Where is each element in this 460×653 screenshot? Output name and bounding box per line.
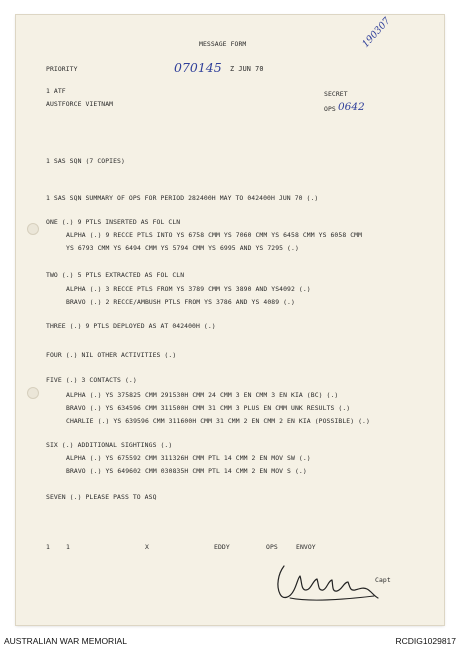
distribution-col-3: X — [145, 543, 149, 551]
distribution-col-5: OPS — [266, 543, 278, 551]
para-five-charlie: CHARLIE (.) YS 639596 CMM 311600H CMM 31 CMM 2 EN CMM 2 EN KIA (POSSIBLE) (.) — [66, 417, 370, 425]
from-line-1: 1 ATF — [46, 87, 66, 95]
para-two-heading: TWO (.) 5 PTLS EXTRACTED AS FOL CLN — [46, 271, 185, 279]
punch-hole-top — [27, 223, 39, 235]
punch-hole-bottom — [27, 387, 39, 399]
priority-label: PRIORITY — [46, 65, 78, 73]
ops-number: 0642 — [338, 101, 365, 113]
para-one-alpha-1: ALPHA (.) 9 RECCE PTLS INTO YS 6758 CMM YS 7060 CMM YS 6458 CMM YS 6058 CMM — [66, 231, 363, 239]
signature-rank: Capt — [375, 576, 391, 584]
para-six-alpha: ALPHA (.) YS 675592 CMM 311326H CMM PTL 14 CMM 2 EN MOV SW (.) — [66, 454, 311, 462]
para-six-bravo: BRAVO (.) YS 649602 CMM 030835H CMM PTL 14 CMM 2 EN MOV S (.) — [66, 467, 307, 475]
para-one-heading: ONE (.) 9 PTLS INSERTED AS FOL CLN — [46, 218, 181, 226]
para-three: THREE (.) 9 PTLS DEPLOYED AS AT 042400H (.) — [46, 322, 216, 330]
distribution-col-4: EDDY — [214, 543, 230, 551]
dtg-handwritten: 070145 — [174, 60, 222, 75]
distribution-col-1: 1 — [46, 543, 50, 551]
distribution-col-6: ENVOY — [296, 543, 316, 551]
para-two-alpha: ALPHA (.) 3 RECCE PTLS FROM YS 3789 CMM YS 3890 AND YS4092 (.) — [66, 285, 311, 293]
para-four: FOUR (.) NIL OTHER ACTIVITIES (.) — [46, 351, 177, 359]
para-six-heading: SIX (.) ADDITIONAL SIGHTINGS (.) — [46, 441, 173, 449]
para-two-bravo: BRAVO (.) 2 RECCE/AMBUSH PTLS FROM YS 3786 AND YS 4089 (.) — [66, 298, 295, 306]
from-line-2: AUSTFORCE VIETNAM — [46, 100, 114, 108]
ops-prefix: OPS — [324, 105, 336, 113]
distribution-col-2: 1 — [66, 543, 70, 551]
classification: SECRET — [324, 90, 348, 98]
signature-scribble — [270, 560, 390, 606]
para-five-alpha: ALPHA (.) YS 375825 CMM 291530H CMM 24 CMM 3 EN CMM 3 EN KIA (BC) (.) — [66, 391, 339, 399]
dtg-typed: Z JUN 70 — [230, 65, 264, 73]
form-title: MESSAGE FORM — [199, 40, 247, 48]
para-five-bravo: BRAVO (.) YS 634596 CMM 311500H CMM 31 CMM 3 PLUS EN CMM UNK RESULTS (.) — [66, 404, 351, 412]
footer-source: AUSTRALIAN WAR MEMORIAL — [4, 636, 127, 646]
para-seven: SEVEN (.) PLEASE PASS TO ASQ — [46, 493, 157, 501]
addressee: 1 SAS SQN (7 COPIES) — [46, 157, 125, 165]
para-five-heading: FIVE (.) 3 CONTACTS (.) — [46, 376, 137, 384]
footer-identifier: RCDIG1029817 — [395, 636, 456, 646]
serial-handwritten: 190307 — [360, 15, 393, 50]
para-one-alpha-2: YS 6793 CMM YS 6494 CMM YS 5794 CMM YS 6995 AND YS 7295 (.) — [66, 244, 299, 252]
summary-line: 1 SAS SQN SUMMARY OF OPS FOR PERIOD 282400H MAY TO 042400H JUN 70 (.) — [46, 194, 319, 202]
